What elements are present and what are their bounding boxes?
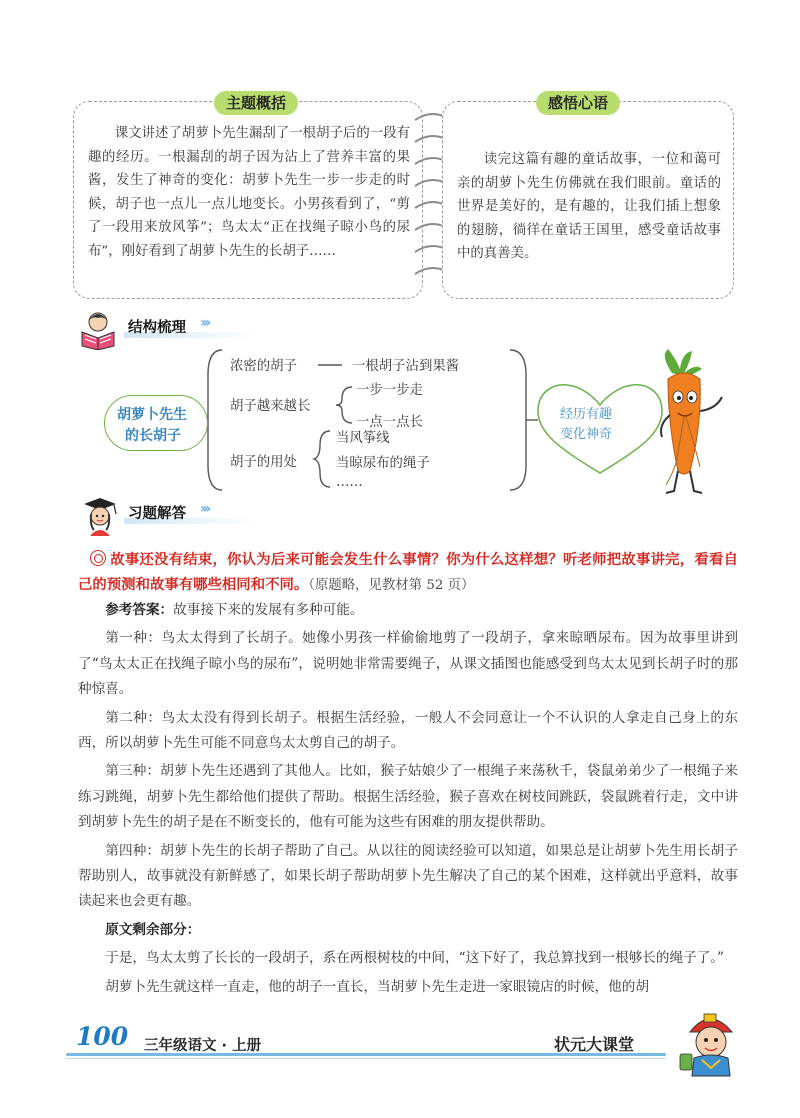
exercise-section-header <box>76 496 276 522</box>
structure-section-header <box>76 310 276 336</box>
double-chevron-icon: ››› <box>200 501 209 517</box>
structure-section-title: 结构梳理 <box>128 320 186 336</box>
reflection-card <box>442 94 734 299</box>
answer-option-3: 第三种：胡萝卜先生还遇到了其他人。比如，猴子姑娘少了一根绳子来荡秋千，袋鼠弟弟少了一根绳子来练习跳绳，胡萝卜先生都给他们提供了帮助。根据生活经验，猴子喜欢在树枝间跳跃，袋鼠跳着行走，文中讲到胡萝卜先生的胡子是在不断变长的，他有可能为这些有困难的朋友提供帮助。 <box>78 763 739 831</box>
summary-card-title: 主题概括 <box>214 91 298 115</box>
exercise-section-title: 习题解答 <box>128 506 186 522</box>
double-chevron-icon: ››› <box>200 315 209 331</box>
heart-text-1: 经历有趣 <box>560 407 613 422</box>
graduate-girl-icon <box>76 496 126 536</box>
branch2-leaf2: 一点一点长 <box>356 415 423 430</box>
mascot-boy-icon <box>676 1010 744 1082</box>
answer-option-4: 第四种：胡萝卜先生的长胡子帮助了自己。从以往的阅读经验可以知道，如果总是让胡萝卜先生用长胡子帮助别人，故事就没有新鲜感了，如果长胡子帮助胡萝卜先生解决了自己的某个困难，这样就出乎意料，故事读起来也会更有趣。 <box>78 842 739 910</box>
summary-card-text: 课文讲述了胡萝卜先生漏刮了一根胡子后的一段有趣的经历。一根漏刮的胡子因为沾上了营养丰富的果酱，发生了神奇的变化：胡萝卜先生一步一步走的时候，胡子也一点儿一点儿地变长。小男孩看到了，“剪了一段用来放风筝”；鸟太太“正在找绳子晾小鸟的尿布”，刚好看到了胡萝卜先生的长胡子…… <box>88 126 410 259</box>
reflection-card-text: 读完这篇有趣的童话故事，一位和蔼可亲的胡萝卜先生仿佛就在我们眼前。童话的世界是美好的，是有趣的，让我们插上想象的翅膀，徜徉在童话王国里，感受童话故事中的真善美。 <box>457 152 721 261</box>
page-footer <box>66 1022 746 1082</box>
answer-option-2: 第二种：鸟太太没有得到长胡子。根据生活经验，一般人不会同意让一个不认识的人拿走自己身上的东西，所以胡萝卜先生可能不同意鸟太太剪自己的胡子。 <box>78 709 739 752</box>
answer-intro: 参考答案：故事接下来的发展有多种可能。 <box>105 602 364 618</box>
branch2-label: 胡子越来越长 <box>230 399 311 414</box>
question-marker-icon <box>90 550 106 566</box>
remaining-text-p2: 胡萝卜先生就这样一直走，他的胡子一直长，当胡萝卜先生走进一家眼镜店的时候，他的胡 <box>105 978 649 995</box>
reading-child-icon <box>76 310 126 350</box>
reflection-card-title: 感悟心语 <box>536 91 620 115</box>
exercise-answer <box>78 598 738 1003</box>
answer-option-1: 第一种：鸟太太得到了长胡子。她像小男孩一样偷偷地剪了一段胡子，拿来晾晒尿布。因为故事里讲到了“鸟太太正在找绳子晾小鸟的尿布”，说明她非常需要绳子，从课文插图也能感受到鸟太太见到长胡子时的那种惊喜。 <box>78 630 739 698</box>
structure-diagram <box>90 345 730 495</box>
exercise-question: 故事还没有结束，你认为后来可能会发生什么事情？你为什么这样想？听老师把故事讲完，看看自己的预测和故事有哪些相同和不同。（原题略，见教材第 52 页） <box>78 552 738 593</box>
branch3-leaf2: 当晾尿布的绳子 <box>336 456 430 471</box>
branch2-leaf1: 一步一步走 <box>356 383 423 398</box>
branch3-leaf3: …… <box>336 475 363 490</box>
branch1-label: 浓密的胡子 <box>230 359 297 374</box>
brand-label: 状元大课堂 <box>554 1035 635 1054</box>
remaining-text-p1: 于是，鸟太太剪了长长的一段胡子，系在两根树枝的中间，“这下好了，我总算找到一根够长的绳子了。” <box>105 950 725 967</box>
carrot-character-icon <box>661 349 722 493</box>
diagram-center-node: 胡萝卜先生 的长胡子 <box>104 395 208 451</box>
branch1-leaf: 一根胡子沾到果酱 <box>352 359 460 374</box>
branch3-label: 胡子的用处 <box>230 455 297 470</box>
branch3-leaf1: 当风筝线 <box>336 431 390 446</box>
heart-text-2: 变化神奇 <box>560 427 613 442</box>
remaining-text-heading: 原文剩余部分： <box>105 921 201 938</box>
summary-card <box>73 94 423 299</box>
page-number: 100 <box>76 1022 129 1051</box>
grade-label: 三年级语文 · 上册 <box>144 1038 262 1054</box>
